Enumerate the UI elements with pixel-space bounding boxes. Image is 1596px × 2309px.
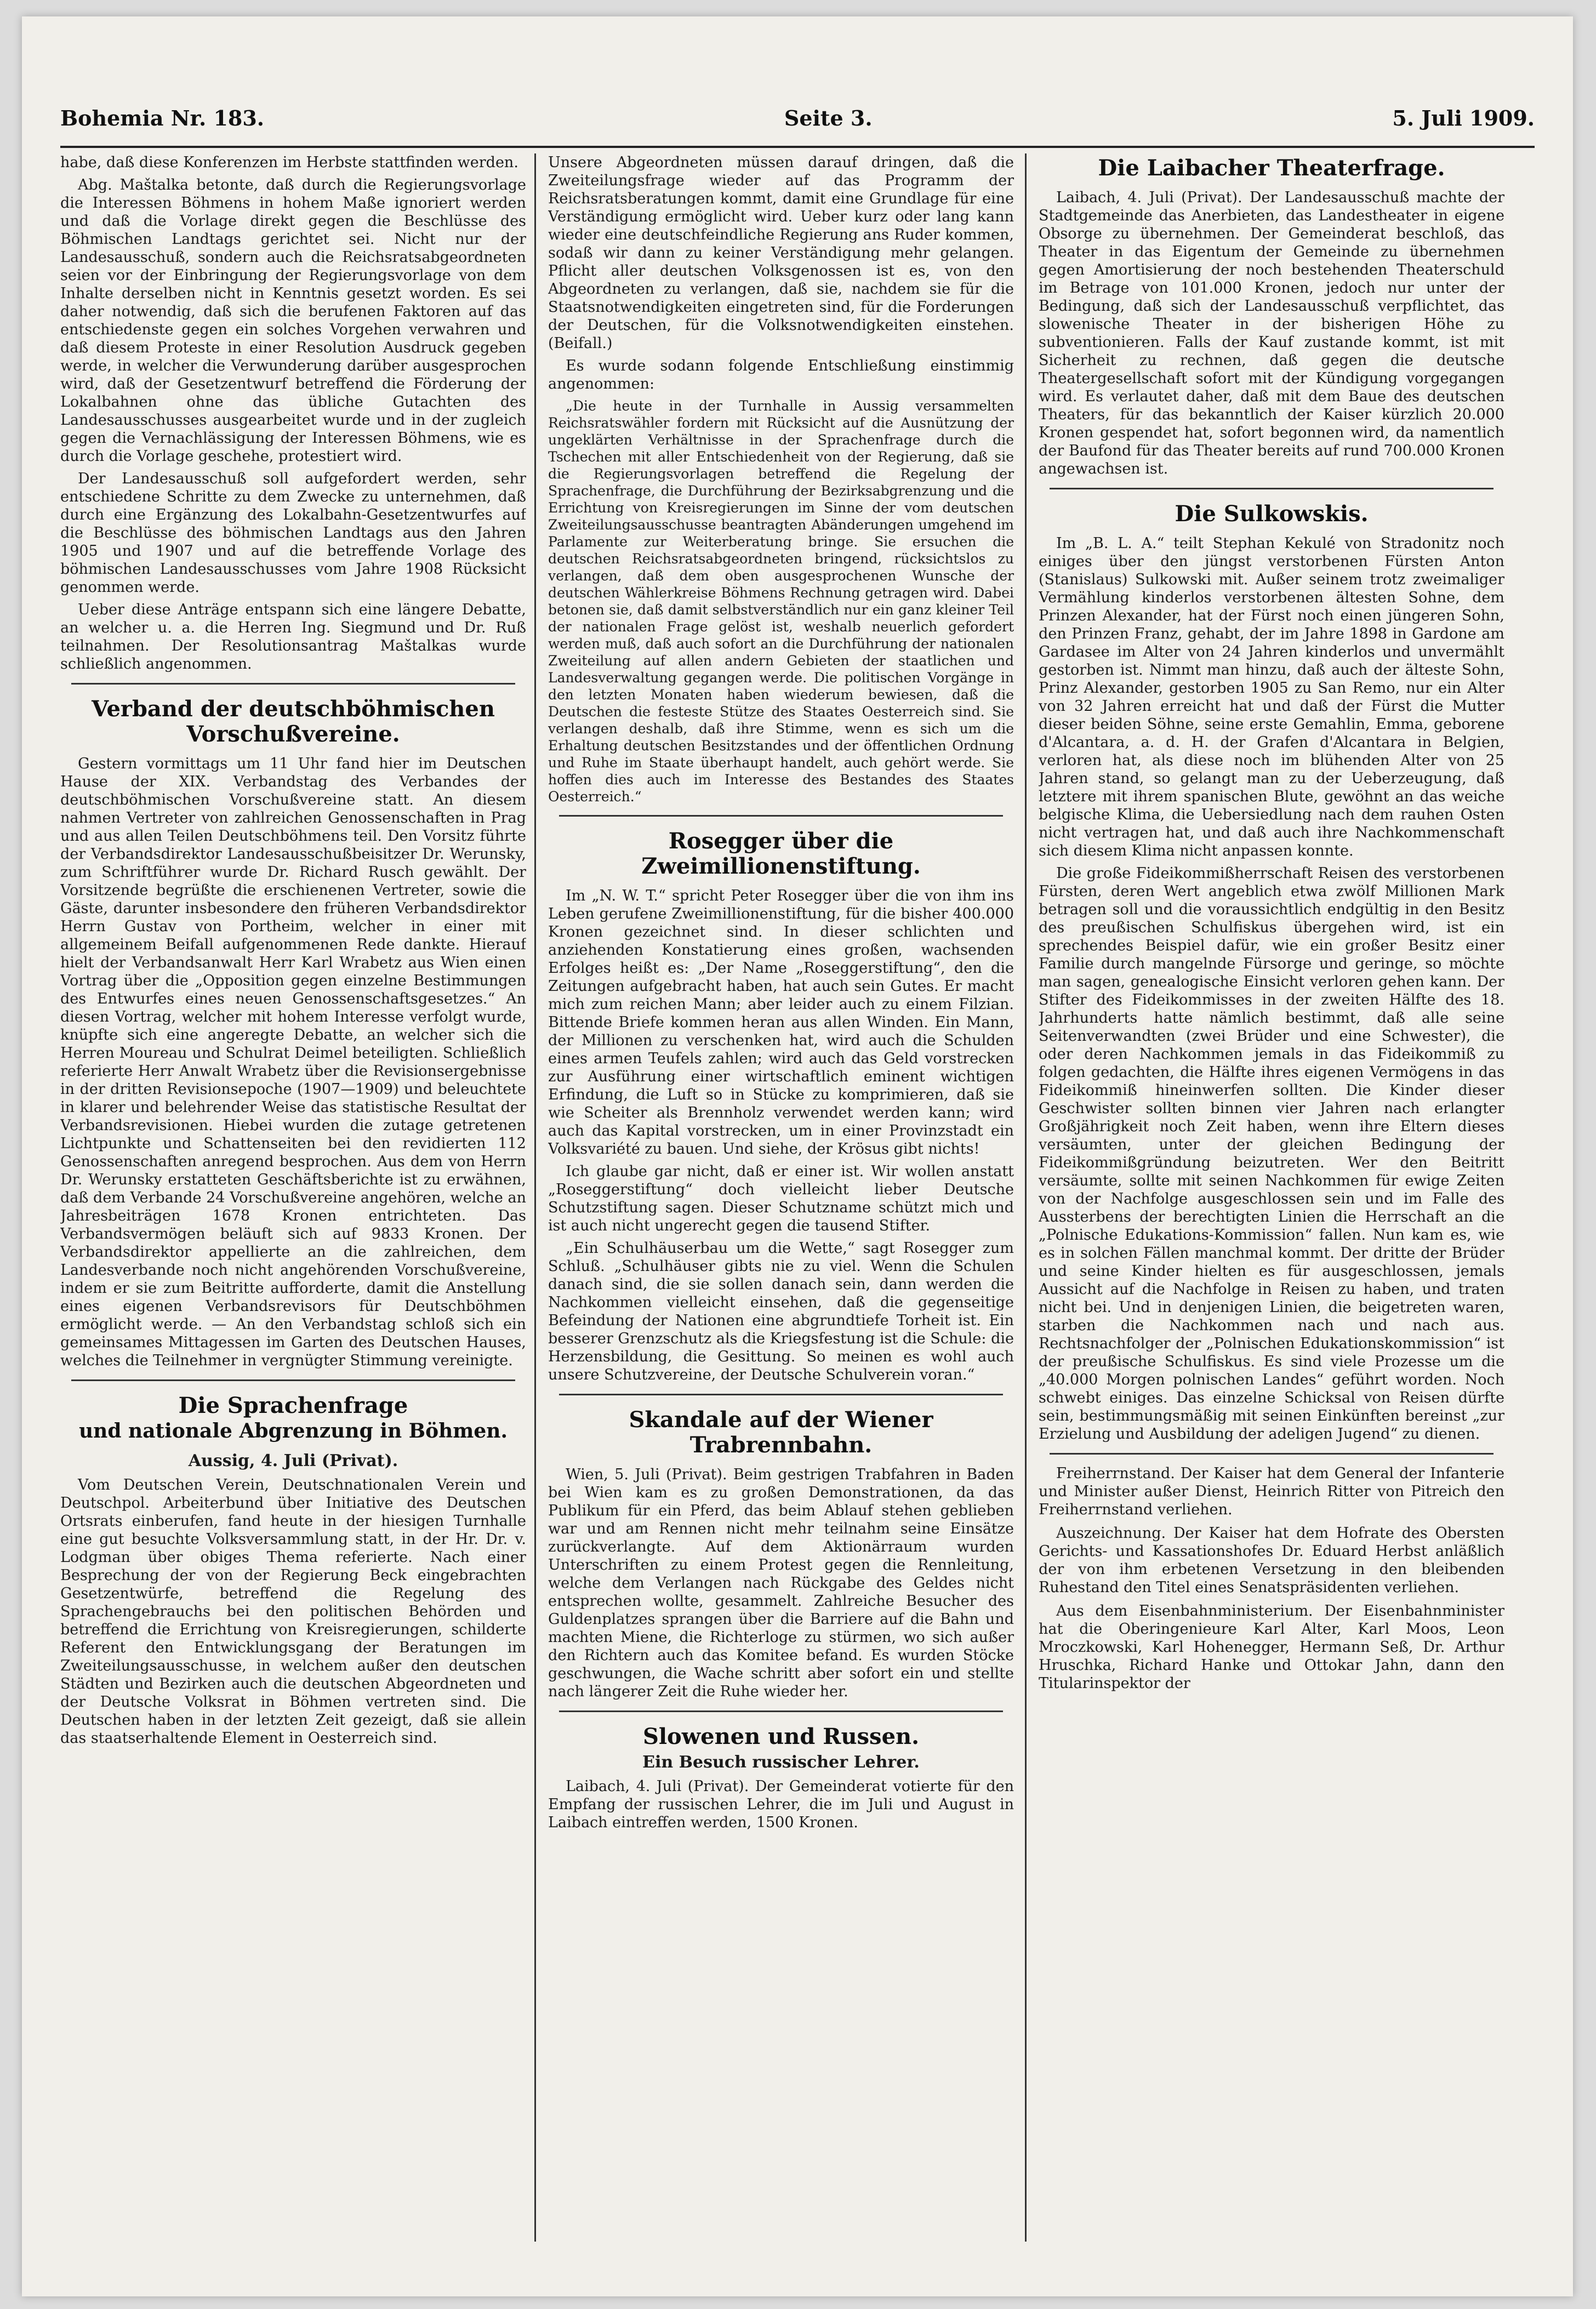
paragraph: Vom Deutschen Verein, Deutschnationalen Verein und Deutschpol. Arbeiterbund über Initiative des Deutschen Ortsrats einberufen, fand heute in der hiesigen Turnhalle eine gut besuchte Volksversammlung statt, in der Hr. Dr. v. Lodgman über obiges Thema referierte. Nach einer Besprechung der von der Regierung Beck eingebrachten Gesetzentwürfe, betreffend die Regelung des Sprachengebrauchs bei den politischen Behörden und betreffend die Errichtung von Kreisregierungen, schilderte Referent den Entwicklungsgang der Beratungen im Zweiteilungsausschusse, in welchem außer den deutschen Städten und Bezirken auch die deutschen Abgeordneten und der Deutsche Volksrat in Böhmen vertreten sind. Die Deutschen haben in der letzten Zeit gezeigt, daß sie allein das staatserhaltende Element in Oesterreich sind.	[60, 1476, 526, 1747]
masthead-date: 5. Juli 1909.	[1392, 105, 1535, 130]
headline-sprachenfrage: Die Sprachenfrage	[178, 1393, 408, 1418]
paragraph: Ich glaube gar nicht, daß er einer ist. Wir wollen anstatt „Roseggerstiftung“ doch vielleicht lieber Deutsche Schutzstiftung sagen. Dieser Schutzname schützt mich und ist auch nicht ungerecht gegen die tausend Stifter.	[548, 1163, 1014, 1234]
paragraph: Ueber diese Anträge entspann sich eine längere Debatte, an welcher u. a. die Herren Ing. Siegmund und Dr. Ruß teilnahmen. Der Resolutionsantrag Maštalkas wurde schließlich angenommen.	[60, 601, 526, 672]
masthead-page: Seite 3.	[784, 105, 873, 130]
headline-vorschussvereine: Verband der deutschböhmischen Vorschußvereine.	[92, 696, 495, 747]
masthead	[60, 99, 1535, 137]
paragraph: Abg. Maštalka betonte, daß durch die Regierungsvorlage die Interessen Böhmens in hohem Maße ignoriert werden und daß die Vorlage direkt gegen die Beschlüsse des Böhmischen Landtags gerichtet sei. Nicht nur der Landesausschuß, sondern auch die Reichsratsabgeordneten seien vor der Einbringung der Regierungsvorlage von dem Inhalte derselben nicht in Kenntnis gesetzt worden. Es sei daher notwendig, daß sich die berufenen Faktoren auf das entschiedenste gegen ein solches Vorgehen verwahren und daß diesem Proteste in einer Resolution Ausdruck gegeben werde, in welcher die Verwunderung darüber ausgesprochen wird, daß der Gesetzentwurf betreffend die Förderung der Lokalbahnen ohne das übliche Gutachten des Landesausschusses ausgearbeitet wurde und in der zugleich gegen die Vernachlässigung der Interessen Böhmens, wie es durch die Vorlage geschehe, protestiert wird.	[60, 176, 526, 465]
paragraph: habe, daß diese Konferenzen im Herbste stattfinden werden.	[60, 154, 518, 171]
column-1	[60, 153, 526, 2253]
masthead-issue: Bohemia Nr. 183.	[60, 105, 265, 130]
headline-rosegger: Rosegger über die Zweimillionenstiftung.	[641, 828, 921, 879]
column-2	[548, 153, 1014, 2253]
subheadline: Ein Besuch russischer Lehrer.	[642, 1753, 920, 1772]
newspaper-page	[22, 16, 1573, 2296]
paragraph: Die große Fideikommißherrschaft Reisen des verstorbenen Fürsten, deren Wert angeblich etwa zwölf Millionen Mark betragen soll und die voraussichtlich endgültig in den Besitz des preußischen Schulfiskus übergehen wird, ist ein sprechendes Beispiel dafür, wie ein großer Besitz einer Familie durch mangelnde Fürsorge und geringe, so möchte man sagen, genealogische Einsicht verloren gehen kann. Der Stifter des Fideikommisses in der zweiten Hälfte des 18. Jahrhunderts hatte nämlich bestimmt, daß alle seine Seitenverwandten (zwei Brüder und eine Schwester), die oder deren Nachkommen jemals in das Fideikommiß zu folgen gedachten, die Hälfte ihres eigenen Vermögens in das Fideikommiß hineinwerfen sollten. Die Kinder dieser Geschwister sollten binnen vier Jahren nach erlangter Großjährigkeit noch Zeit haben, wenn ihre Eltern dieses versäumten, unter der gleichen Bedingung der Fideikommißgründung beizutreten. Wer den Beitritt versäumte, sollte mit seinen Nachkommen für ewige Zeiten von der Nachfolge ausgeschlossen sein und im Falle des Aussterbens der berechtigten Linien die Herrschaft an die „Polnische Edukations-Kommission“ fallen. Nun kam es, wie es in solchen Fällen manchmal kommt. Der dritte der Brüder und seine Kinder hielten es für ausgeschlossen, jemals Aussicht auf die Nachfolge in Reisen zu haben, und traten nicht bei. Und in denjenigen Linien, die beigetreten waren, starben die Nachkommen nach und nach aus. Rechtsnachfolger der „Polnischen Edukationskommission“ ist der preußische Schulfiskus. Es sind viele Prozesse um die „40.000 Morgen polnischen Landes“ geführt worden. Noch schwebt einiges. Das einzelne Schicksal von Reisen dürfte sein, bestimmungsmäßig mit seinen Einkünften bereinst „zur Erzielung und Ausbildung der adeligen Jugend“ zu dienen.	[1039, 865, 1504, 1443]
paragraph: Im „N. W. T.“ spricht Peter Rosegger über die von ihm ins Leben gerufene Zweimillionenstiftung, für die bisher 400.000 Kronen gezeichnet sind. In dieser schlichten und anziehenden Konstatierung eines großen, wachsenden Erfolges heißt es: „Der Name „Roseggerstiftung“, den die Zeitungen aufgebracht haben, hat auch sein Gutes. Er macht mich zum reichen Mann; aber leider auch zu einem Filzian. Bittende Briefe kommen heran aus allen Winden. Ein Mann, der Millionen zu verschenken hat, wird auch die Schulden eines armen Teufels zahlen; wird auch das Geld vorstrecken zur Ausführung einer wirtschaftlich eminent wichtigen Erfindung, die Luft so in Stücke zu komprimieren, daß sie wie Scheiter als Brennholz verwendet werden kann; wird auch das Kapital vorstrecken, um in einer Provinzstadt ein Volksvariété zu bauen. Und siehe, der Krösus gibt nichts!	[548, 887, 1014, 1158]
article-separator	[1050, 1453, 1494, 1455]
paragraph: Wien, 5. Juli (Privat). Beim gestrigen Trabfahren in Baden bei Wien kam es zu großen Demonstrationen, da das Publikum für ein Pferd, das beim Ablauf stehen geblieben war und am Rennen nicht mehr teilnahm seine Einsätze zurückverlangte. Auf dem Aktionärraum wurden Unterschriften zu einem Protest gegen die Rennleitung, welche dem Verlangen nach Rückgabe des Geldes nicht entsprechen wollte, gesammelt. Zahlreiche Besucher des Guldenplatzes sprangen über die Barriere auf die Bahn und machten Miene, die Richterloge zu stürmen, wo sich außer den Richtern auch das Komitee befand. Es wurden Stöcke geschwungen, die Wache schritt aber sofort ein und stellte nach längerer Zeit die Ruhe wieder her.	[548, 1466, 1014, 1700]
headline-slowenen: Slowenen und Russen.	[642, 1724, 920, 1749]
column-divider	[1025, 153, 1027, 2242]
article-separator	[71, 1379, 515, 1381]
article-separator	[1050, 488, 1494, 489]
paragraph: Unsere Abgeordneten müssen darauf dringen, daß die Zweiteilungsfrage wieder auf das Programm der Reichsratsberatungen kommt, damit eine Grundlage für eine Verständigung ermöglicht wird. Ueber kurz oder lang kann wieder eine deutschfeindliche Regierung ans Ruder kommen, sodaß wir dann zu keiner Verständigung mehr gelangen. Pflicht aller deutschen Volksgenossen ist es, von den Abgeordneten zu verlangen, daß sie, nachdem sie für die Staatsnotwendigkeiten eingetreten sind, für die Forderungen der Deutschen, für die Volksnotwendigkeiten einstehen. (Beifall.)	[548, 154, 1014, 352]
article-separator	[559, 1711, 1003, 1712]
paragraph: Laibach, 4. Juli (Privat). Der Gemeinderat votierte für den Empfang der russischen Lehrer, die im Juli und August in Laibach eintreffen werden, 1500 Kronen.	[548, 1778, 1014, 1831]
paragraph: Es wurde sodann folgende Entschließung einstimmig angenommen:	[548, 357, 1014, 392]
headline-sulkowskis: Die Sulkowskis.	[1175, 501, 1369, 527]
column-3	[1039, 153, 1504, 2253]
column-divider	[534, 153, 536, 2242]
paragraph: Im „B. L. A.“ teilt Stephan Kekulé von Stradonitz noch einiges über den jüngst verstorbenen Fürsten Anton (Stanislaus) Sulkowski mit. Außer seinem trotz zweimaliger Vermählung kinderlos verstorbenen ältesten Sohne, dem Prinzen Alexander, hat der Fürst noch einen jüngeren Sohn, den Prinzen Franz, gehabt, der im Jahre 1898 in Gardone am Gardasee im Alter von 24 Jahren kinderlos und unvermählt gestorben ist. Nimmt man hinzu, daß auch der älteste Sohn, Prinz Alexander, gestorben 1905 zu San Remo, nur ein Alter von 32 Jahren erreicht hat und daß der Fürst die Mutter dieser beiden Söhne, seine erste Gemahlin, Emma, geborene d'Alcantara, a. d. H. der Grafen d'Alcantara in Belgien, verloren hat, als diese noch im blühenden Alter von 25 Jahren stand, so gelangt man zu der Ueberzeugung, daß letztere mit ihrem spanischen Blute, gewöhnt an das weiche belgische Klima, die Uebersiedlung nach dem rauhen Osten nicht vertragen hat, und daß auch ihre Nachkommenschaft sich diesem Klima nicht anpassen konnte.	[1039, 535, 1504, 859]
paragraph: Aus dem Eisenbahnministerium. Der Eisenbahnminister hat die Oberingenieure Karl Alter, Karl Moos, Leon Mroczkowski, Karl Hohenegger, Hermann Seß, Dr. Arthur Hruschka, Richard Hanke und Ottokar Jahn, dann den Titularinspektor der	[1039, 1603, 1504, 1692]
headline-sprachenfrage-sub: und nationale Abgrenzung in Böhmen.	[79, 1419, 508, 1443]
header-rule	[60, 146, 1535, 148]
dateline: Aussig, 4. Juli (Privat).	[188, 1451, 398, 1470]
paragraph: Der Landesausschuß soll aufgefordert werden, sehr entschiedene Schritte zu dem Zwecke zu unternehmen, daß durch eine Ergänzung des Lokalbahn-Gesetzentwurfes auf die Beschlüsse des böhmischen Landtags aus den Jahren 1905 und 1907 und auf die betreffende Vorlage des böhmischen Landesausschusses vom Jahre 1908 Rücksicht genommen werde.	[60, 470, 526, 596]
paragraph: Gestern vormittags um 11 Uhr fand hier im Deutschen Hause der XIX. Verbandstag des Verbandes der deutschböhmischen Vorschußvereine statt. An diesem nahmen Vertreter von zahlreichen Genossenschaften in Prag und aus allen Teilen Deutschböhmens teil. Den Vorsitz führte der Verbandsdirektor Landesausschußbeisitzer Dr. Werunsky, zum Schriftführer wurde Dr. Richard Rusch gewählt. Der Vorsitzende begrüßte die erschienenen Vertreter, sowie die Gäste, darunter insbesondere den früheren Verbandsdirektor Herrn Gustav von Portheim, welcher in einer mit allgemeinem Beifall aufgenommenen Rede dankte. Hierauf hielt der Verbandsanwalt Herr Karl Wrabetz aus Wien einen Vortrag über die „Opposition gegen einzelne Bestimmungen des Entwurfes eines neuen Genossenschaftsgesetzes.“ An diesen Vortrag, welcher mit hohem Interesse verfolgt wurde, knüpfte sich eine angeregte Debatte, an welcher sich die Herren Moureau und Schulrat Deimel beteiligten. Schließlich referierte Herr Anwalt Wrabetz über die Revisionsergebnisse in der dritten Revisionsepoche (1907—1909) und beleuchtete in klarer und belehrender Weise das statistische Resultat der Verbandsrevisionen. Hiebei wurden die zutage getretenen Lichtpunkte und Schattenseiten bei den revidierten 112 Genossenschaften anregend besprochen. Aus dem von Herrn Dr. Werunsky erstatteten Geschäftsberichte ist zu erwähnen, daß dem Verbande 24 Vorschußvereine angehören, welche an Jahresbeiträgen 1678 Kronen entrichteten. Das Verbandsvermögen beläuft sich auf 9833 Kronen. Der Verbandsdirektor appellierte an die zahlreichen, dem Landesverbande noch nicht angehörenden Vorschußvereine, indem er sie zum Beitritte aufforderte, damit die Anstellung eines eigenen Verbandsrevisors für Deutschböhmen ermöglicht werde. — An den Verbandstag schloß sich ein gemeinsames Mittagessen im Garten des Deutschen Hauses, welches die Teilnehmer in vergnügter Stimmung vereinigte.	[60, 755, 526, 1369]
article-separator	[559, 815, 1003, 817]
short-news	[1039, 1464, 1504, 1692]
article-separator	[559, 1394, 1003, 1395]
article-separator	[71, 683, 515, 685]
paragraph: Auszeichnung. Der Kaiser hat dem Hofrate des Obersten Gerichts- und Kassationshofes Dr. Eduard Herbst anläßlich der von ihm erbetenen Versetzung in den bleibenden Ruhestand den Titel eines Senatspräsidenten verliehen.	[1039, 1525, 1504, 1596]
paragraph: „Ein Schulhäuserbau um die Wette,“ sagt Rosegger zum Schluß. „Schulhäuser gibts nie zu viel. Wenn die Schulen danach sind, die sie sollen danach sein, dann werden die Nachkommen vielleicht einsehen, daß die gegenseitige Befeindung der Nationen eine abgrundtiefe Torheit ist. Ein besserer Grenzschutz als die Kriegsfestung ist die Schule: die Herzensbildung, die Gesittung. So meinen es wohl auch unsere Schutzvereine, der Deutsche Schulverein voran.“	[548, 1240, 1014, 1383]
headline-theaterfrage: Die Laibacher Theaterfrage.	[1098, 155, 1445, 181]
resolution-quote: „Die heute in der Turnhalle in Aussig versammelten Reichsratswähler fordern mit Rücksicht auf die Ausnützung der ungeklärten Verhältnisse in der Sprachenfrage durch die Tschechen mit aller Entschiedenheit von der Regierung, daß sie die Regierungsvorlagen betreffend die Regelung der Sprachenfrage, die Durchführung der Bezirksabgrenzung und die Errichtung von Kreisregierungen im Sinne der vom deutschen Zweiteilungsausschusse beantragten Abänderungen umgehend im Parlamente zur Weiterberatung bringe. Sie ersuchen die deutschen Reichsratsabgeordneten bringend, rücksichtslos zu verlangen, daß dem oben ausgesprochenen Wunsche der deutschen Wählerkreise Böhmens Rechnung getragen wird. Dabei betonen sie, daß damit selbstverständlich nur ein ganz kleiner Teil der nationalen Frage gelöst ist, weshalb neuerlich gefordert werden muß, daß auch sofort an die Durchführung der nationalen Zweiteilung auf allen andern Gebieten der staatlichen und Landesverwaltung gegangen werde. Die politischen Vorgänge in den letzten Monaten haben wiederum bewiesen, daß die Deutschen die festeste Stütze des Staates Oesterreich sind. Sie verlangen deshalb, daß ihre Stimme, wenn es sich um die Erhaltung deutschen Besitzstandes und der öffentlichen Ordnung und Ruhe im Staate überhaupt handelt, auch gehört werde. Sie hoffen dies auch im Interesse des Bestandes des Staates Oesterreich.“	[548, 398, 1014, 805]
paragraph: Laibach, 4. Juli (Privat). Der Landesausschuß machte der Stadtgemeinde das Anerbieten, das Landestheater in eigene Obsorge zu übernehmen. Der Gemeinderat beschloß, das Theater in das Eigentum der Gemeinde zu übernehmen gegen Amortisierung der noch bestehenden Theaterschuld im Betrage von 101.000 Kronen, jedoch nur unter der Bedingung, daß sich der Landesausschuß verpflichtet, das slowenische Theater in der bisherigen Höhe zu subventionieren. Falls der Kauf zustande kommt, ist mit Sicherheit zu rechnen, daß gegen die deutsche Theatergesellschaft sofort mit der Kündigung vorgegangen wird. Es verlautet daher, daß mit dem Baue des deutschen Theaters, für das bekanntlich der Kaiser kürzlich 20.000 Kronen gespendet hat, sofort begonnen wird, da namentlich der Baufond für das Theater bereits auf rund 700.000 Kronen angewachsen ist.	[1039, 189, 1504, 477]
paragraph: Freiherrnstand. Der Kaiser hat dem General der Infanterie und Minister außer Dienst, Heinrich Ritter von Pitreich den Freiherrnstand verliehen.	[1039, 1465, 1504, 1518]
headline-trabrennbahn: Skandale auf der Wiener Trabrennbahn.	[629, 1407, 933, 1458]
